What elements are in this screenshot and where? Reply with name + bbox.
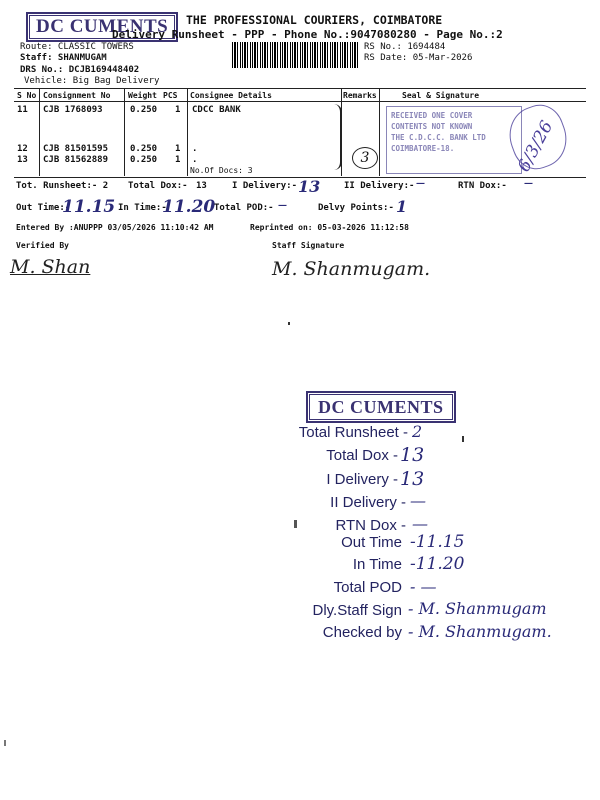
documents-stamp: DC CUMENTS: [26, 12, 178, 42]
cell-consignment: CJB 81562889: [43, 155, 109, 165]
cell-sno: 13: [17, 155, 28, 165]
summary-label: In Time: [352, 556, 402, 573]
summary-value: —: [412, 514, 428, 533]
cell-pcs: 1: [175, 105, 181, 115]
summary-documents-stamp: DC CUMENTS: [306, 391, 456, 423]
out-time-value: 11.15: [62, 197, 116, 217]
tot-runsheet: Tot. Runsheet:- 2: [16, 181, 109, 191]
i-delivery-value: 13: [298, 177, 321, 196]
seal-date-signature: 6/3/26: [514, 117, 558, 176]
verified-by-label: Verified By: [16, 241, 69, 250]
summary-value: —: [410, 491, 426, 510]
remarks-circled-count: 3: [352, 147, 378, 169]
company-title: THE PROFESSIONAL COURIERS, COIMBATORE: [186, 13, 443, 27]
delvy-points-label: Delvy Points:-: [318, 203, 394, 213]
runsheet-subtitle: Delivery Runsheet - PPP - Phone No.:9047080280 - Page No.:2: [112, 28, 503, 41]
cell-consignment: CJB 81501595: [43, 144, 109, 154]
th-pcs: PCS: [163, 91, 178, 100]
delvy-points-value: 1: [396, 197, 408, 216]
ii-delivery-label: II Delivery:-: [344, 181, 415, 191]
summary-value: -11.15: [410, 532, 465, 552]
rtn-dox-label: RTN Dox:-: [458, 181, 507, 191]
verified-signature: M. Shan: [10, 256, 91, 278]
staff-signature: M. Shanmugam.: [272, 258, 431, 280]
remarks-bracket: [328, 104, 342, 170]
totals-row: [16, 177, 586, 196]
total-dox-value: 13: [196, 181, 207, 191]
cell-pcs: 1: [175, 155, 181, 165]
seal-line: COIMBATORE-18.: [391, 144, 455, 153]
summary-value: 13: [400, 468, 425, 490]
barcode: [232, 42, 360, 68]
staff-text: Staff: SHANMUGAM: [20, 53, 107, 63]
col-divider: [379, 88, 380, 176]
cell-sno: 12: [17, 144, 28, 154]
cell-weight: 0.250: [130, 144, 158, 154]
summary-value: - M. Shanmugam: [408, 599, 547, 618]
cell-details: .: [192, 144, 198, 154]
summary-label: Total Runsheet -: [298, 424, 408, 441]
times-row: [16, 197, 586, 217]
summary-label: RTN Dox -: [335, 517, 406, 534]
cell-details: CDCC BANK: [192, 105, 241, 115]
scan-mark: [4, 740, 6, 746]
total-pod-label: Total POD:-: [214, 203, 274, 213]
drs-text: DRS No.: DCJB169448402: [20, 65, 140, 75]
ii-delivery-value: —: [416, 179, 425, 189]
cell-weight: 0.250: [130, 105, 158, 115]
rs-date-text: RS Date: 05-Mar-2026: [364, 53, 473, 63]
th-weight: Weight: [128, 91, 157, 100]
vehicle-text: Vehicle: Big Bag Delivery: [24, 76, 160, 86]
summary-label: Out Time: [341, 534, 402, 551]
entered-by: Entered By :ANUPPP 03/05/2026 11:10:42 AM: [16, 223, 214, 232]
total-pod-value: —: [278, 201, 287, 211]
summary-value: -11.20: [410, 554, 465, 574]
i-delivery-label: I Delivery:-: [232, 181, 298, 191]
staff-signature-label: Staff Signature: [272, 241, 345, 250]
summary-block: [290, 422, 590, 652]
table-row: [17, 105, 337, 117]
seal-line: CONTENTS NOT KNOWN: [391, 122, 473, 131]
summary-value: - M. Shanmugam.: [408, 622, 552, 641]
in-time-label: In Time:-: [118, 203, 167, 213]
total-dox-label: Total Dox:-: [128, 181, 188, 191]
cell-weight: 0.250: [130, 155, 158, 165]
out-time-label: Out Time:-: [16, 203, 71, 213]
th-sno: S No: [17, 91, 37, 100]
no-of-docs: No.Of Docs: 3: [190, 166, 253, 175]
th-remarks: Remarks: [343, 91, 377, 100]
table-row: [17, 155, 337, 167]
scan-mark: [294, 520, 297, 528]
rs-no-text: RS No.: 1694484: [364, 42, 446, 52]
scan-mark: [462, 436, 464, 442]
bank-seal-stamp: [386, 106, 522, 174]
cell-sno: 11: [17, 105, 28, 115]
th-seal: Seal & Signature: [402, 91, 480, 100]
summary-value: 2: [412, 422, 423, 441]
summary-value: - —: [410, 577, 437, 596]
in-time-value: 11.20: [162, 197, 216, 217]
reprinted-on: Reprinted on: 05-03-2026 11:12:58: [250, 223, 409, 232]
summary-label: I Delivery -: [326, 471, 398, 488]
summary-label: Dly.Staff Sign: [312, 602, 402, 619]
speck: [288, 322, 290, 325]
cell-consignment: CJB 1768093: [43, 105, 103, 115]
rtn-dox-value: —: [524, 179, 533, 189]
table-header-rule: [14, 101, 586, 102]
cell-details: .: [192, 155, 198, 165]
summary-label: II Delivery -: [330, 494, 406, 511]
th-consignment: Consignment No: [43, 91, 111, 100]
cell-pcs: 1: [175, 144, 181, 154]
th-consignee: Consignee Details: [190, 91, 272, 100]
summary-label: Total POD: [333, 579, 402, 596]
seal-line: RECEIVED ONE COVER: [391, 111, 473, 120]
summary-label: Total Dox -: [326, 447, 398, 464]
summary-label: Checked by: [322, 624, 402, 641]
seal-line: THE C.D.C.C. BANK LTD: [391, 133, 486, 142]
route-text: Route: CLASSIC TOWERS: [20, 42, 134, 52]
summary-value: 13: [400, 444, 425, 466]
